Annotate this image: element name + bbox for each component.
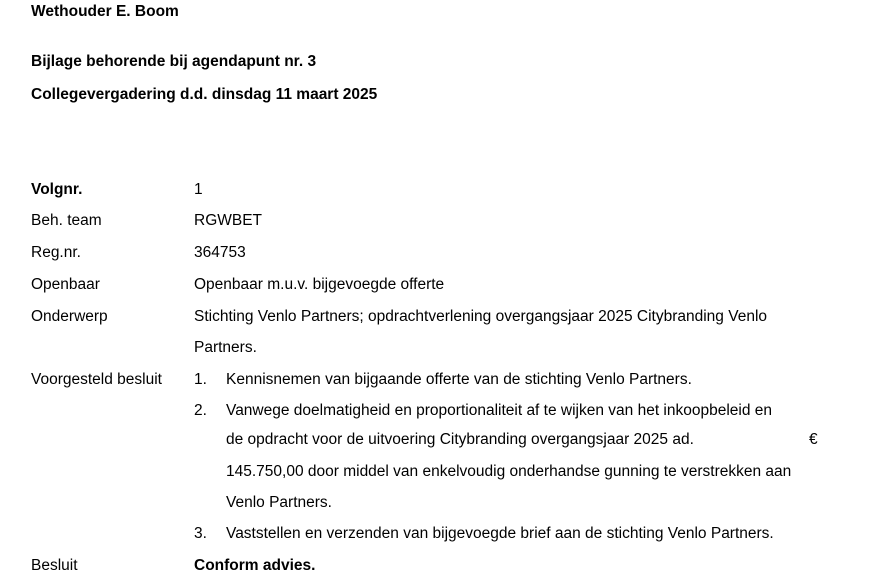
decision-item-text: Vaststellen en verzenden van bijgevoegde brief aan de stichting Venlo Partners. — [226, 525, 774, 542]
openbaar-value: Openbaar m.u.v. bijgevoegde offerte — [194, 276, 445, 293]
openbaar-label: Openbaar — [31, 276, 100, 293]
decision-item-text: 145.750,00 door middel van enkelvoudig onderhandse gunning te verstrekken aan — [226, 463, 792, 480]
decision-item-number: 3. — [194, 525, 207, 542]
decision-item-number: 1. — [194, 371, 207, 388]
onderwerp-value-line-1: Stichting Venlo Partners; opdrachtverlening overgangsjaar 2025 Citybranding Venlo — [194, 308, 768, 325]
besluit-label: Besluit — [31, 557, 78, 574]
decision-item-number: 2. — [194, 402, 207, 419]
councillor-name: Wethouder E. Boom — [31, 3, 179, 20]
onderwerp-label: Onderwerp — [31, 308, 108, 325]
decision-item-text: Venlo Partners. — [226, 494, 332, 511]
voorgesteld-besluit-label: Voorgesteld besluit — [31, 371, 162, 388]
currency-symbol: € — [809, 431, 818, 448]
volgnr-label: Volgnr. — [31, 181, 83, 198]
reg-nr-value: 364753 — [194, 244, 246, 261]
meeting-title: Collegevergadering d.d. dinsdag 11 maart 2025 — [31, 86, 378, 103]
beh-team-value: RGWBET — [194, 212, 263, 229]
decision-item-text: de opdracht voor de uitvoering Citybranding overgangsjaar 2025 ad. — [226, 431, 694, 448]
decision-item-text: Kennisnemen van bijgaande offerte van de stichting Venlo Partners. — [226, 371, 692, 388]
reg-nr-label: Reg.nr. — [31, 244, 81, 261]
beh-team-label: Beh. team — [31, 212, 102, 229]
onderwerp-value-line-2: Partners. — [194, 339, 257, 356]
decision-item-text: Vanwege doelmatigheid en proportionaliteit af te wijken van het inkoopbeleid en — [226, 402, 773, 419]
besluit-value: Conform advies. — [194, 557, 316, 574]
volgnr-value: 1 — [194, 181, 203, 198]
appendix-title: Bijlage behorende bij agendapunt nr. 3 — [31, 53, 317, 70]
